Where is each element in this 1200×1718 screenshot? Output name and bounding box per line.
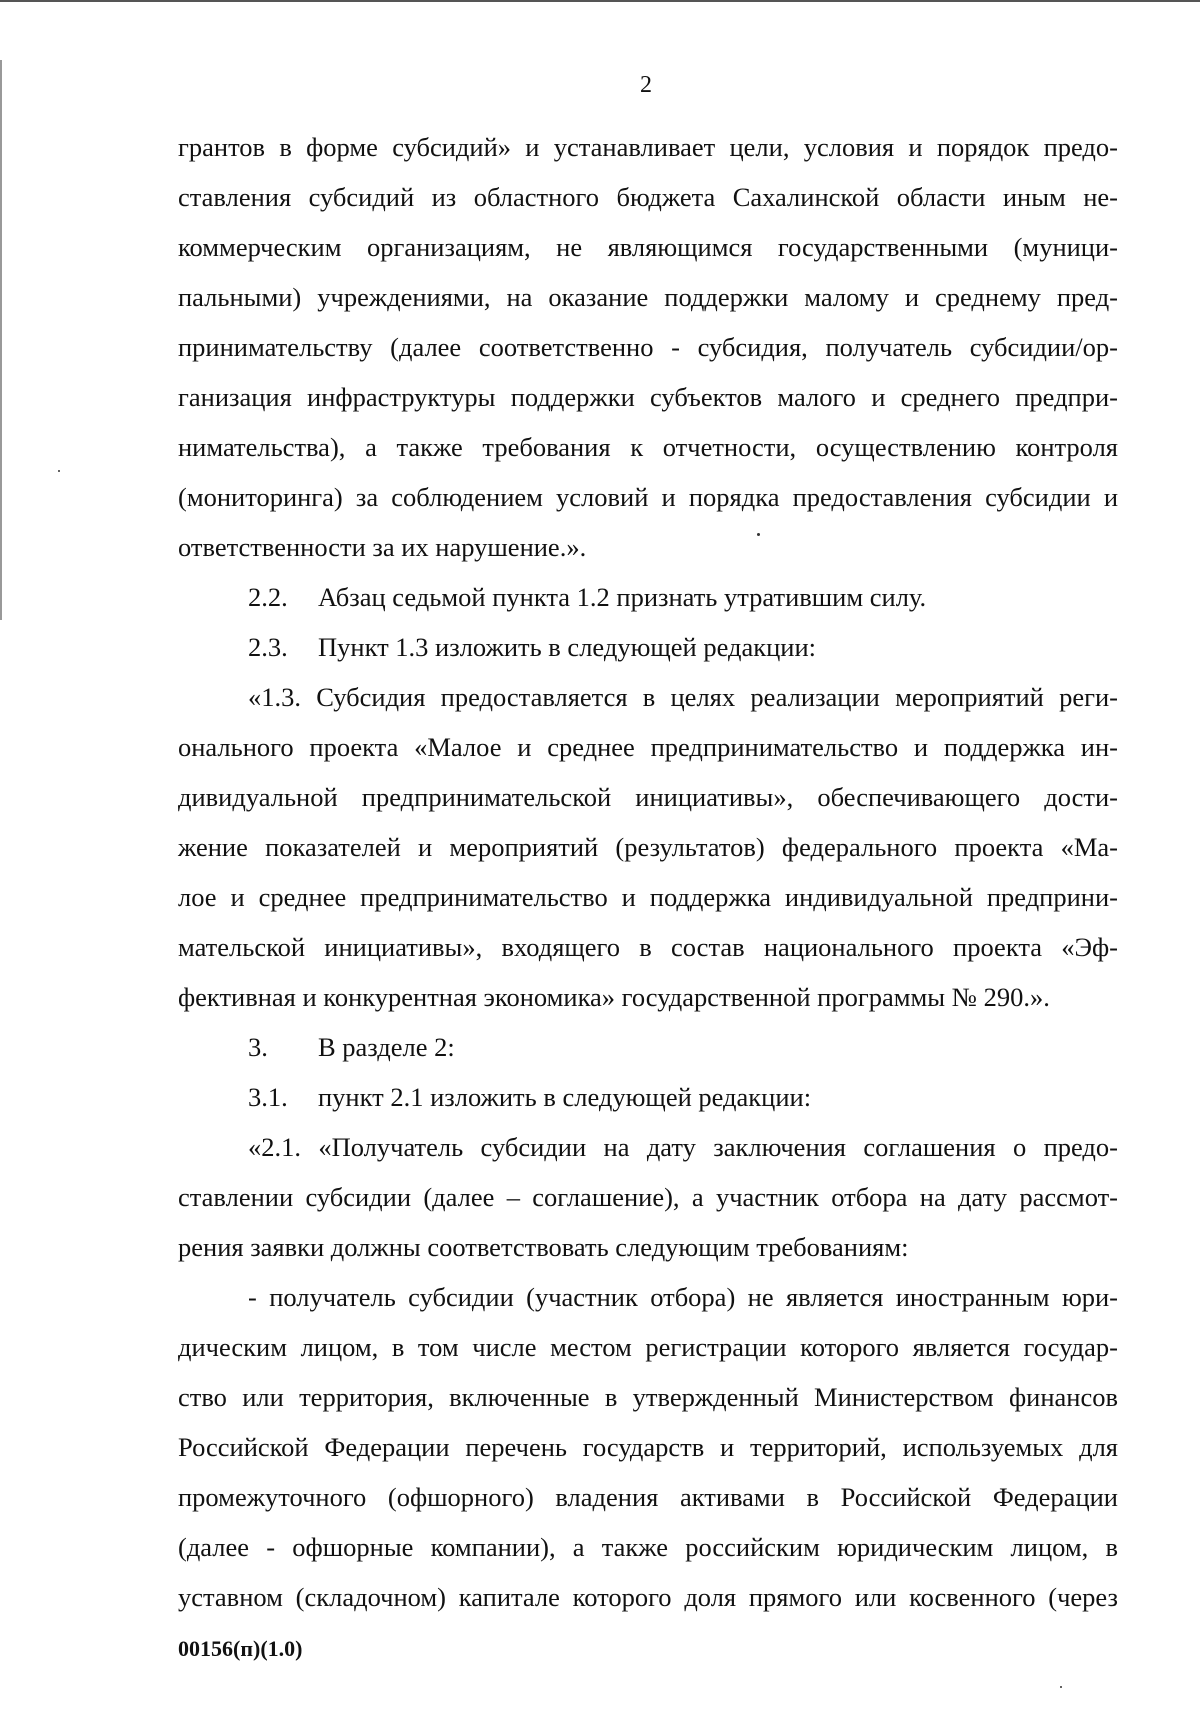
text-line: ставления субсидий из областного бюджета Сахалинской области иным не- — [178, 182, 1118, 212]
text-line: жение показателей и мероприятий (результатов) федерального проекта «Ма- — [178, 832, 1118, 862]
paragraph-requirement — [178, 1272, 1118, 1622]
paragraph-item-2-2 — [178, 572, 1118, 622]
body-text — [178, 122, 1118, 1622]
text-line: (мониторинга) за соблюдением условий и порядка предоставления субсидии и — [178, 482, 1118, 512]
text-line: «2.1. «Получатель субсидии на дату заключения соглашения о предо- — [248, 1132, 1118, 1162]
text-line: рения заявки должны соответствовать следующим требованиям: — [178, 1232, 909, 1262]
text-line: промежуточного (офшорного) владения активами в Российской Федерации — [178, 1482, 1118, 1512]
text-line: (далее - офшорные компании), а также российским юридическим лицом, в — [178, 1532, 1118, 1562]
text-line: дивидуальной предпринимательской инициативы», обеспечивающего дости- — [178, 782, 1118, 812]
text-line: принимательству (далее соответственно - субсидия, получатель субсидии/ор- — [178, 332, 1118, 362]
item-number: 3.1. — [248, 1082, 288, 1112]
paragraph-quote-2-1 — [178, 1122, 1118, 1272]
text-line: пункт 2.1 изложить в следующей редакции: — [318, 1082, 812, 1112]
text-line: ответственности за их нарушение.». — [178, 532, 587, 562]
scan-left-edge — [0, 60, 2, 620]
paragraph-item-3 — [178, 1022, 1118, 1072]
text-line: Российской Федерации перечень государств и территорий, используемых для — [178, 1432, 1118, 1462]
item-number: 2.3. — [248, 632, 288, 662]
paragraph-quote-1-3 — [178, 672, 1118, 1022]
text-line: коммерческим организациям, не являющимся государственными (муници- — [178, 232, 1118, 262]
text-line: В разделе 2: — [318, 1032, 455, 1062]
text-line: дическим лицом, в том числе местом регистрации которого является государ- — [178, 1332, 1118, 1362]
text-line: ставлении субсидии (далее – соглашение), а участник отбора на дату рассмот- — [178, 1182, 1118, 1212]
text-line: мательской инициативы», входящего в состав национального проекта «Эф- — [178, 932, 1118, 962]
text-line: уставном (складочном) капитале которого доля прямого или косвенного (через — [178, 1582, 1118, 1612]
text-line: нимательства), а также требования к отчетности, осуществлению контроля — [178, 432, 1118, 462]
scan-speck — [757, 533, 760, 536]
text-line: онального проекта «Малое и среднее предпринимательство и поддержка ин- — [178, 732, 1118, 762]
page-number: 2 — [640, 72, 652, 98]
scan-speck — [58, 470, 60, 472]
document-code: 00156(п)(1.0) — [178, 1636, 303, 1661]
text-line: Абзац седьмой пункта 1.2 признать утратившим силу. — [318, 582, 927, 612]
item-number: 2.2. — [248, 582, 288, 612]
text-line: Пункт 1.3 изложить в следующей редакции: — [318, 632, 817, 662]
scan-speck — [1060, 1686, 1062, 1688]
text-line: ство или территория, включенные в утвержденный Министерством финансов — [178, 1382, 1118, 1412]
item-number: 3. — [248, 1032, 268, 1062]
text-line: лое и среднее предпринимательство и поддержка индивидуальной предприни- — [178, 882, 1118, 912]
paragraph-item-2-3 — [178, 622, 1118, 672]
paragraph-item-3-1 — [178, 1072, 1118, 1122]
text-line: «1.3. Субсидия предоставляется в целях реализации мероприятий реги- — [248, 682, 1118, 712]
top-border-line — [0, 0, 1200, 2]
paragraph-continuation — [178, 122, 1118, 572]
text-line: пальными) учреждениями, на оказание поддержки малому и среднему пред- — [178, 282, 1118, 312]
text-line: фективная и конкурентная экономика» государственной программы № 290.». — [178, 982, 1050, 1012]
text-line: ганизация инфраструктуры поддержки субъектов малого и среднего предпри- — [178, 382, 1118, 412]
text-line: грантов в форме субсидий» и устанавливает цели, условия и порядок предо- — [178, 132, 1118, 162]
text-line: - получатель субсидии (участник отбора) не является иностранным юри- — [248, 1282, 1118, 1312]
